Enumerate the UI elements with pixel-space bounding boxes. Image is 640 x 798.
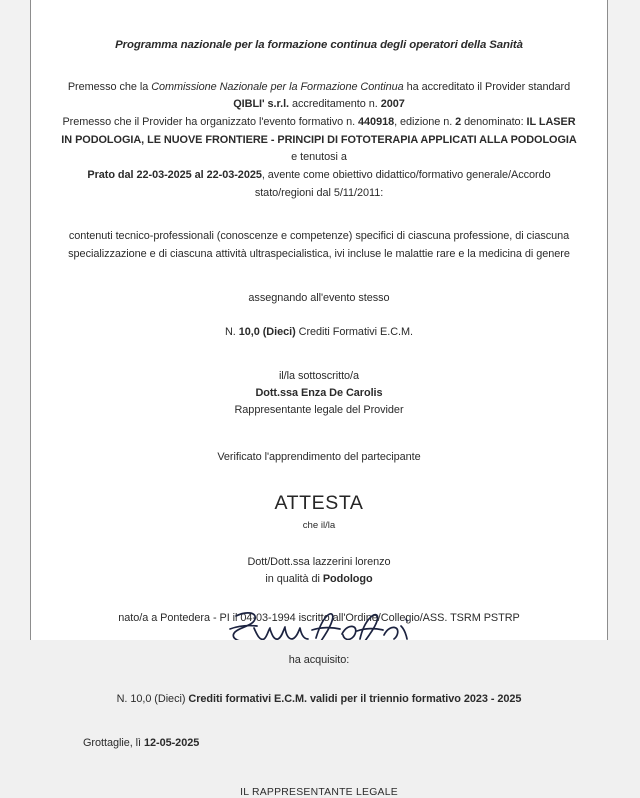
participant-profession: Podologo [322,573,373,586]
event-title: IL LASER IN PODOLOGIA, LE NUOVE FRONTIERE - PRINCIPI DI FOTOTERAPIA APPLICATI ALLA PODOLOGIA [61,116,577,146]
credits-assigned-prefix: N. [224,326,239,339]
event-line [57,114,581,167]
participant-qualification-line [57,571,581,588]
accreditation-prefix: Premesso che la [67,80,152,93]
accreditation-block [57,79,581,203]
event-suffix: e tenutosi a [291,151,347,164]
credits-acquired-prefix: N. 10,0 (Dieci) [116,693,189,706]
acquired-label: ha acquisito: [288,653,350,666]
event-prefix: Premesso che il Provider ha organizzato l'evento formativo n. [62,116,359,129]
participant-name: Dott/Dott.ssa lazzerini lorenzo [247,556,391,569]
qualification-prefix: in qualità di [265,573,323,586]
location-dates-line [57,167,581,185]
undersigned-name: Dott.ssa Enza De Carolis [255,386,383,399]
undersigned-block [57,368,581,419]
location-dates-suffix: , avente come obiettivo didattico/formativo generale/Accordo [261,169,551,182]
credits-assigned-suffix: Crediti Formativi E.C.M. [295,326,414,339]
participant-block [57,554,581,588]
event-edition-number: 2 [455,116,462,129]
issue-date: 12-05-2025 [144,737,200,750]
certificate-content [31,0,607,798]
provider-line [57,96,581,114]
page-title: Programma nazionale per la formazione continua degli operatori della Sanità [115,39,523,51]
place-date-prefix: Grottaglie, lì [83,737,144,750]
certificate-page [30,0,608,798]
verification-line: Verificato l'apprendimento del partecipante [217,450,421,463]
credits-acquired-emphasis: Crediti formativi E.C.M. validi per il triennio formativo 2023 - 2025 [188,693,522,706]
provider-name: QIBLI' s.r.l. [233,98,290,111]
event-number: 440918 [358,116,395,129]
undersigned-role: Rappresentante legale del Provider [234,403,404,416]
provider-accreditation-label: accreditamento n. [289,98,381,111]
credits-assigned-amount: 10,0 (Dieci) [238,326,296,339]
attesta-heading: ATTESTA [274,492,364,515]
provider-accreditation-number: 2007 [380,98,405,111]
accreditation-line [57,79,581,97]
credits-acquired-line [57,691,581,709]
birth-registration-line: nato/a a Pontedera - PI il 04-03-1994 iscritto all'Ordine/Collegio/ASS. TSRM PSTRP [118,612,520,625]
assigning-label: assegnando all'evento stesso [248,291,390,304]
che-illa-label: che il/la [302,520,336,532]
place-date-line [57,735,581,753]
credits-assigned-line [57,324,581,342]
event-edition-label: , edizione n. [394,116,456,129]
signature-block-label: IL RAPPRESENTANTE LEGALE [240,786,398,798]
accreditation-suffix: ha accreditato il Provider standard [403,80,571,93]
event-place-and-dates: Prato dal 22-03-2025 al 22-03-2025 [87,169,262,182]
accordo-line: stato/regioni dal 5/11/2011: [254,186,384,199]
objective-text: contenuti tecnico-professionali (conoscenze e competenze) specifici di ciascuna professione, di ciascuna specializzazione e di ciascuna attività ultraspecialistica, ivi incluse le malattie rare e la medicina di genere [68,230,570,261]
event-denominato-label: denominato: [461,116,527,129]
commission-name: Commissione Nazionale per la Formazione Continua [151,80,404,93]
undersigned-label: il/la sottoscritto/a [278,370,360,383]
